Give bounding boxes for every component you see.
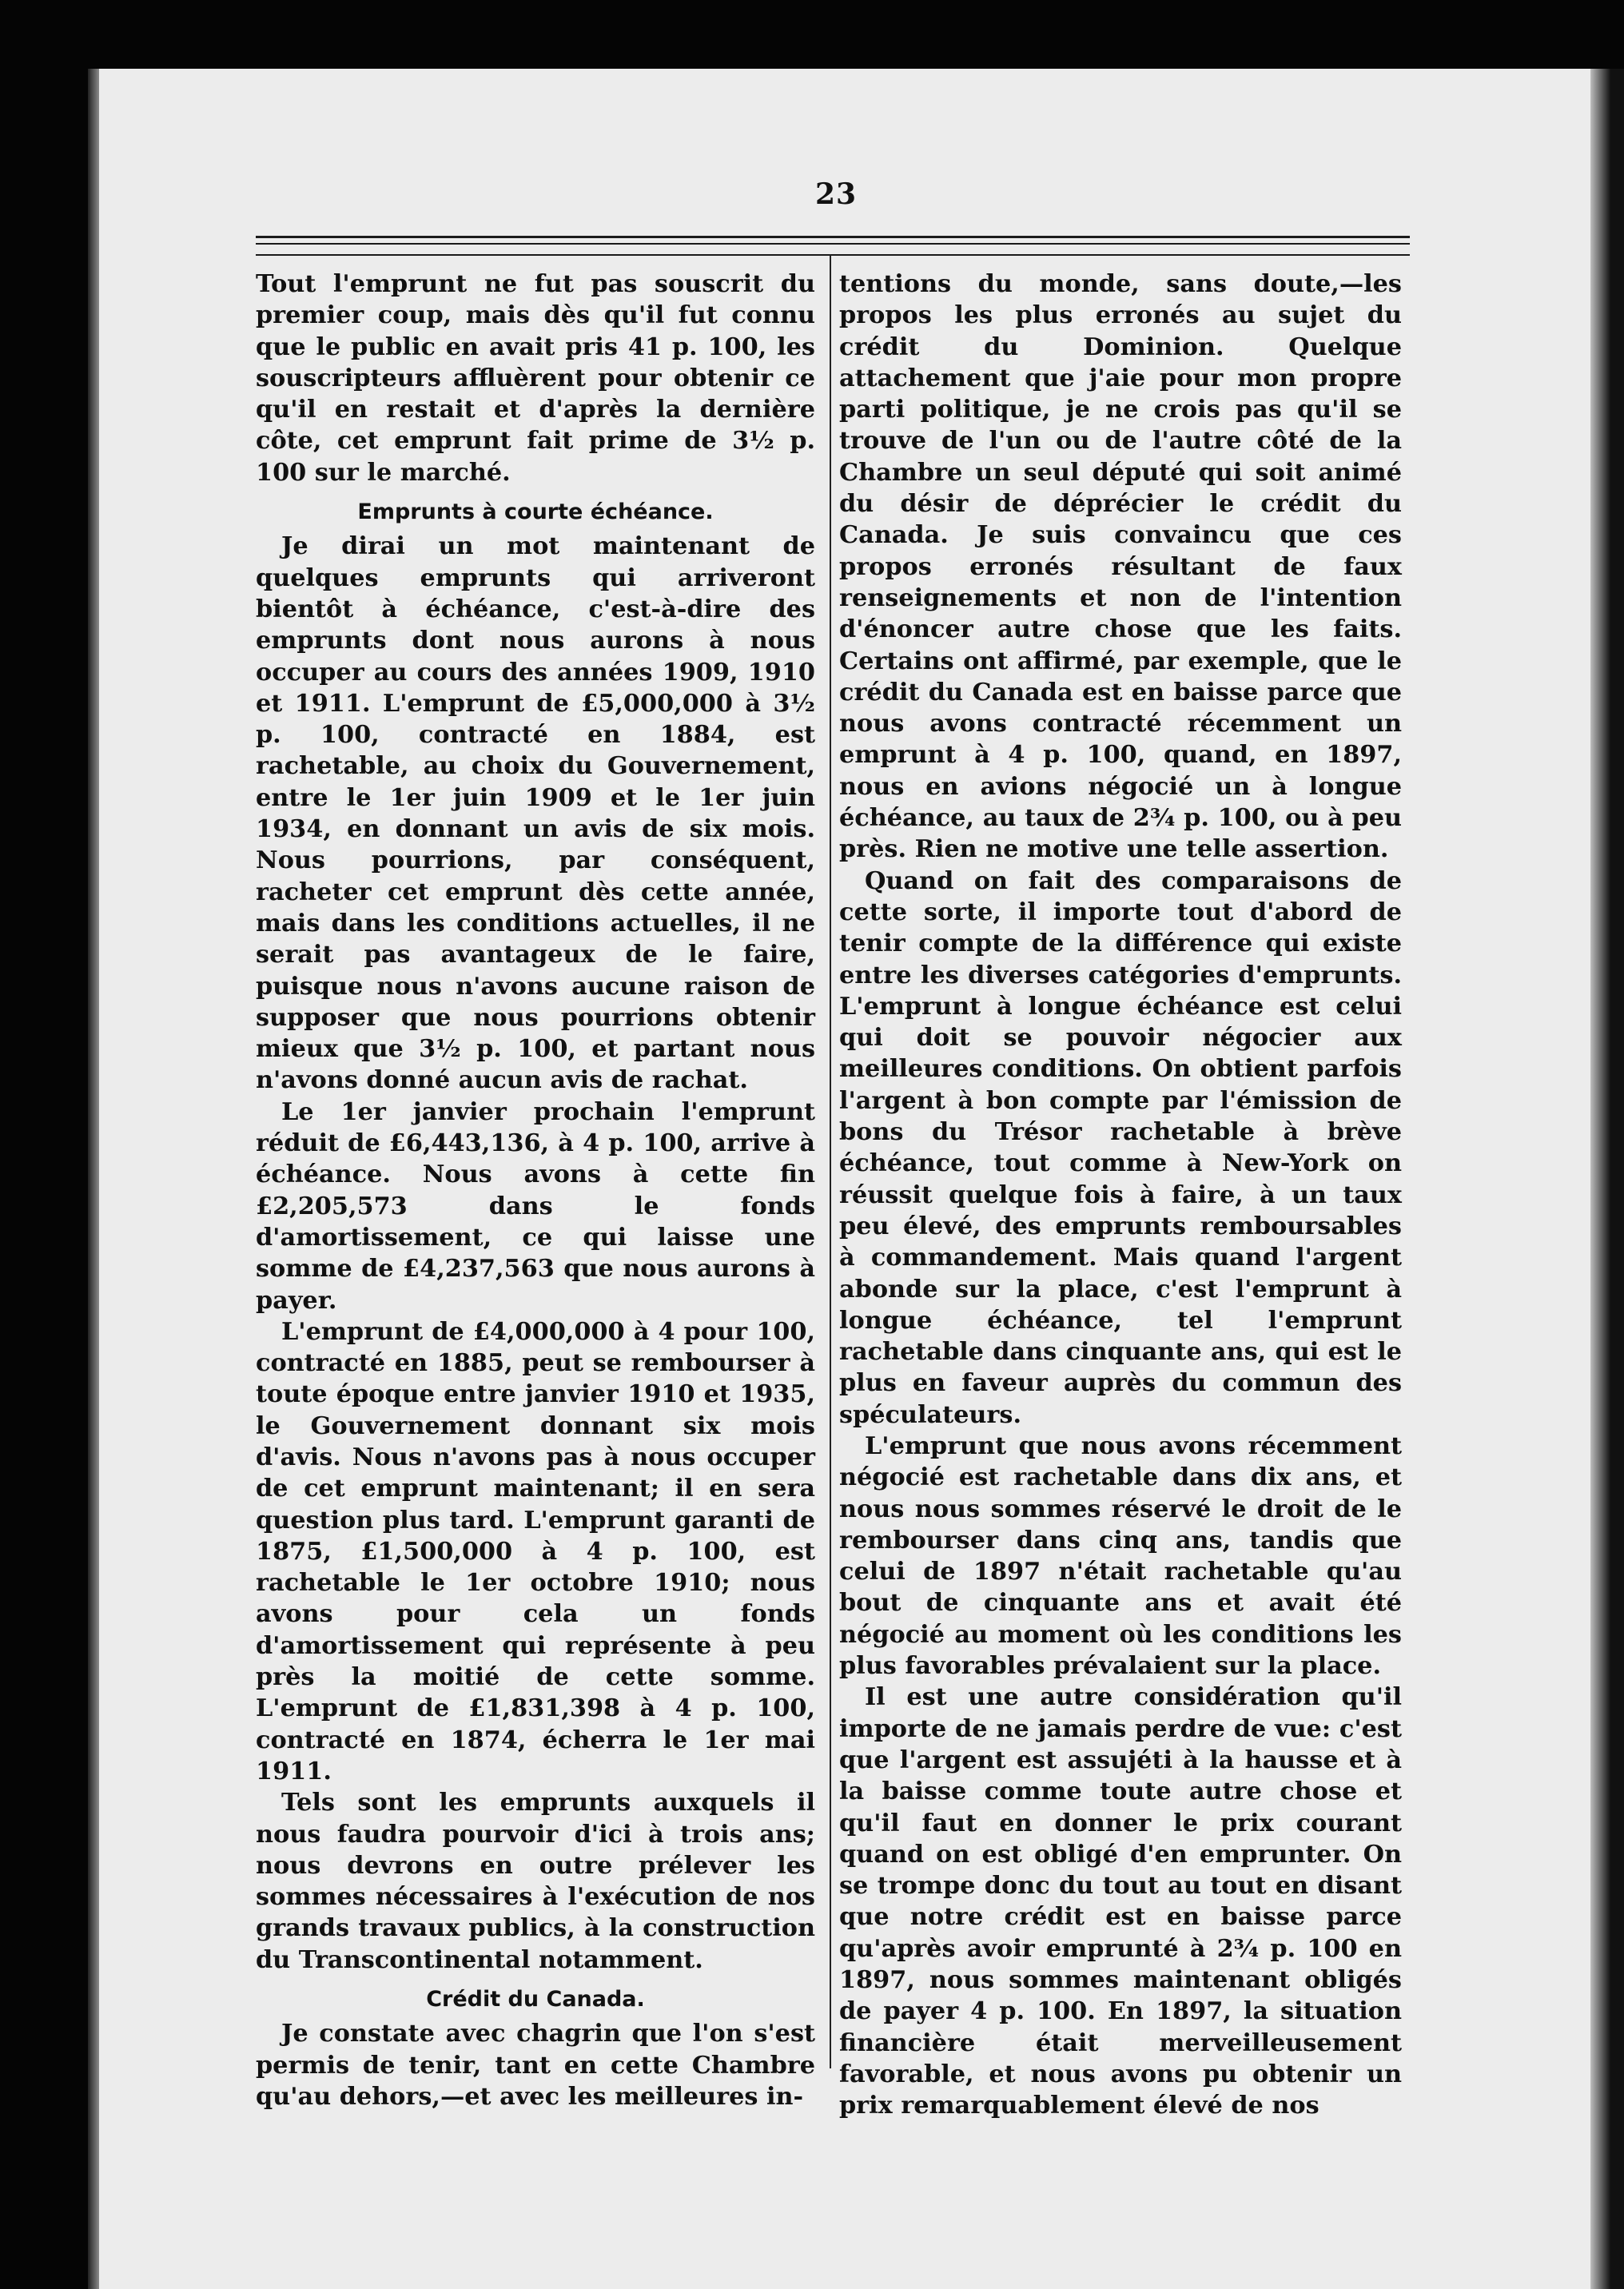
paragraph: Le 1er janvier prochain l'emprunt réduit de £6,443,136, à 4 p. 100, arrive à échéance. Nous avons à cette fin £2,205,573 dans le fonds d'amortissement, ce qui laisse une somme de £4,237,563 que nous aurons à payer. (256, 1097, 815, 1315)
scan-right-edge (1590, 69, 1624, 2289)
column-divider (830, 254, 831, 2068)
paragraph: Je dirai un mot maintenant de quelques emprunts qui arriveront bientôt à échéance, c'est-à-dire des emprunts dont nous aurons à nous occuper au cours des années 1909, 1910 et 1911. L'emprunt de £5,000,000 à 3½ p. 100, contracté en 1884, est rachetable, au choix du Gouvernement, entre le 1er juin 1909 et le 1er juin 1934, en donnant un avis de six mois. Nous pourrions, par conséquent, racheter cet emprunt dès cette année, mais dans les conditions actuelles, il ne serait pas avantageux de le faire, puisque nous n'avons aucune raison de supposer que nous pourrions obtenir mieux que 3½ p. 100, et partant nous n'avons donné aucun avis de rachat. (256, 532, 815, 1095)
section-heading: Crédit du Canada. (426, 1987, 645, 2012)
paragraph: Il est une autre considération qu'il importe de ne jamais perdre de vue: c'est que l'argent est assujéti à la hausse et à la baisse comme toute autre chose et qu'il faut en donner le prix courant quand on est obligé d'en emprunter. On se trompe donc du tout au tout en disant que notre crédit est en baisse parce qu'après avoir emprunté à 2¾ p. 100 en 1897, nous sommes maintenant obligés de payer 4 p. 100. En 1897, la situation financière était merveilleusement favorable, et nous avons pu obtenir un prix remarquablement élevé de nos (839, 1683, 1402, 2120)
paragraph: Je constate avec chagrin que l'on s'est permis de tenir, tant en cette Chambre qu'au dehors,—et avec les meilleures in- (256, 2020, 815, 2111)
page-number: 23 (815, 177, 858, 211)
left-column (256, 269, 815, 2112)
paragraph: Tels sont les emprunts auxquels il nous faudra pourvoir d'ici à trois ans; nous devrons en outre prélever les sommes nécessaires à l'exécution de nos grands travaux publics, à la construction du Transcontinental notamment. (256, 1789, 815, 1974)
paragraph: tentions du monde, sans doute,—les propos les plus erronés au sujet du crédit du Dominion. Quelque attachement que j'aie pour mon propre parti politique, je ne crois pas qu'il se trouve de l'un ou de l'autre côté de la Chambre un seul député qui soit animé du désir de déprécier le crédit du Canada. Je suis convaincu que ces propos erronés résultant de faux renseignements et non de l'intention d'énoncer autre chose que les faits. Certains ont affirmé, par exemple, que le crédit du Canada est en baisse parce que nous avons contracté récemment un emprunt à 4 p. 100, quand, en 1897, nous en avions négocié un à longue échéance, au taux de 2¾ p. 100, ou à peu près. Rien ne motive une telle assertion. (839, 270, 1402, 864)
paragraph: Tout l'emprunt ne fut pas souscrit du premier coup, mais dès qu'il fut connu que le public en avait pris 41 p. 100, les souscripteurs affluèrent pour obtenir ce qu'il en restait et d'après la dernière côte, cet emprunt fait prime de 3½ p. 100 sur le marché. (256, 270, 815, 487)
header-rule (256, 236, 1410, 238)
right-column (839, 269, 1402, 2122)
section-heading: Emprunts à courte échéance. (357, 500, 714, 525)
paragraph: L'emprunt de £4,000,000 à 4 pour 100, contracté en 1885, peut se rembourser à toute époque entre janvier 1910 et 1935, le Gouvernement donnant six mois d'avis. Nous n'avons pas à nous occuper de cet emprunt maintenant; il en sera question plus tard. L'emprunt garanti de 1875, £1,500,000 à 4 p. 100, est rachetable le 1er octobre 1910; nous avons pour cela un fonds d'amortissement qui représente à peu près la moitié de cette somme. L'emprunt de £1,831,398 à 4 p. 100, contracté en 1874, écherra le 1er mai 1911. (256, 1317, 815, 1785)
scan-left-edge (88, 69, 99, 2289)
header-rule (256, 254, 1410, 256)
paragraph: Quand on fait des comparaisons de cette sorte, il importe tout d'abord de tenir compte de la différence qui existe entre les diverses catégories d'emprunts. L'emprunt à longue échéance est celui qui doit se pouvoir négocier aux meilleures conditions. On obtient parfois l'argent à bon compte par l'émission de bons du Trésor rachetable à brève échéance, tout comme à New-York on réussit quelque fois à faire, à un taux peu élevé, des emprunts remboursables à commandement. Mais quand l'argent abonde sur la place, c'est l'emprunt à longue échéance, tel l'emprunt rachetable dans cinquante ans, qui est le plus en faveur auprès du commun des spéculateurs. (839, 866, 1402, 1429)
header-rule (256, 243, 1410, 245)
paragraph: L'emprunt que nous avons récemment négocié est rachetable dans dix ans, et nous nous sommes réservé le droit de le rembourser dans cinq ans, tandis que celui de 1897 n'était rachetable qu'au bout de cinquante ans et avait été négocié au moment où les conditions les plus favorables prévalaient sur la place. (839, 1431, 1402, 1681)
